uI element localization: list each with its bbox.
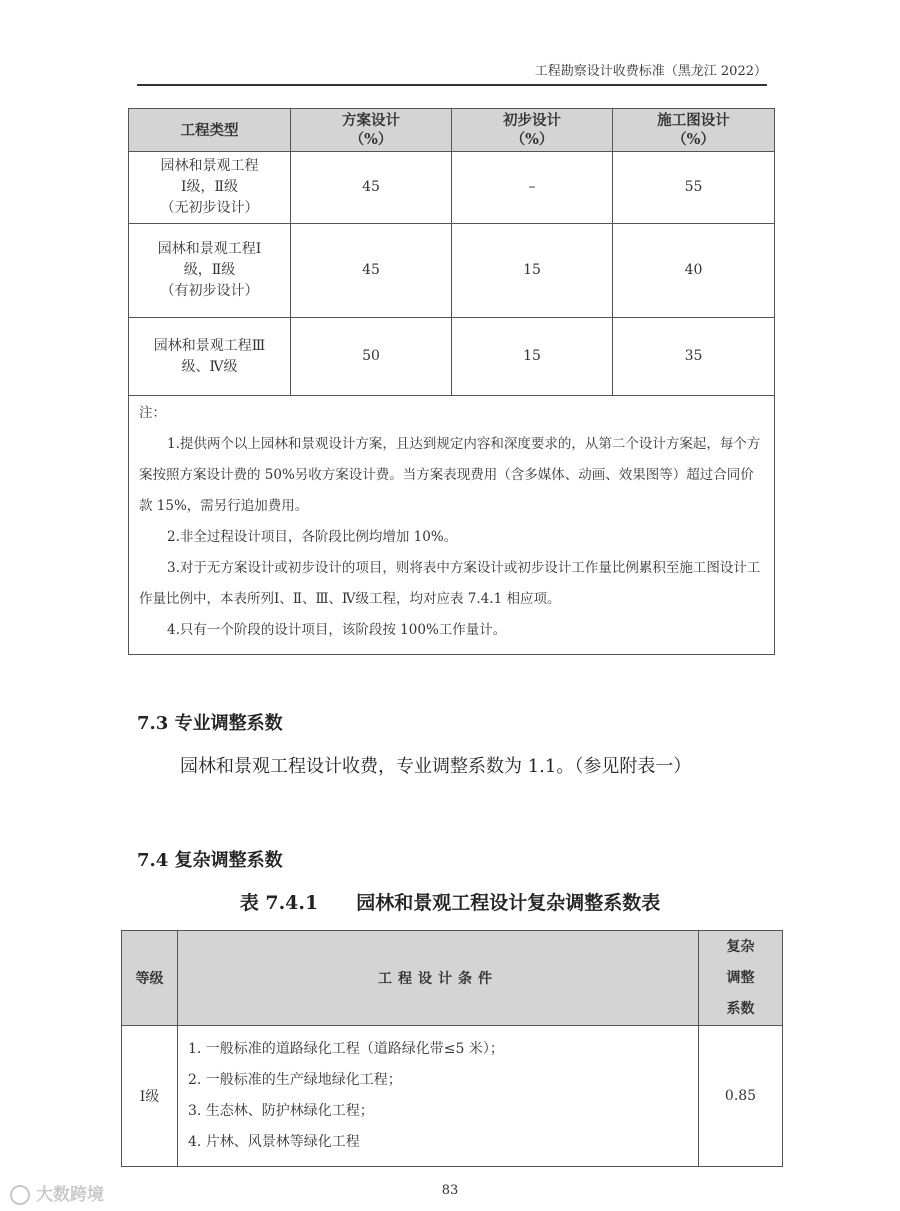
construction-value: 35: [613, 318, 775, 396]
note-item: 1.提供两个以上园林和景观设计方案，且达到规定内容和深度要求的，从第二个设计方案起，每个方案按照方案设计费的 50%另收方案设计费。当方案表现费用（含多媒体、动画、效果图等）超过合同价款 15%，需另行追加费用。: [139, 436, 761, 514]
table-row: [129, 318, 775, 396]
list-item: 4. 片林、风景林等绿化工程: [188, 1134, 360, 1150]
table2-col-coefficient: 复杂 调整 系数: [699, 931, 783, 1026]
list-item: 1. 一般标准的道路绿化工程（道路绿化带≤5 米）；: [188, 1041, 504, 1057]
section-7-3-title: 7.3 专业调整系数: [137, 713, 283, 734]
scheme-value: 50: [291, 318, 452, 396]
design-stage-ratio-table: [128, 108, 775, 655]
conditions-cell: [178, 1026, 699, 1167]
table1-col-scheme: 方案设计 （%）: [291, 109, 452, 152]
row-type-cell: 园林和景观工程 Ⅰ级，Ⅱ级 （无初步设计）: [129, 152, 291, 224]
list-item: 3. 生态林、防护林绿化工程；: [188, 1103, 374, 1119]
table2-col-grade: 等级: [122, 931, 178, 1026]
table1-col-construction: 施工图设计 （%）: [613, 109, 775, 152]
preliminary-value: 15: [452, 224, 613, 318]
notes-row: [129, 396, 775, 655]
table1-header-row: [129, 109, 775, 152]
preliminary-value: –: [452, 152, 613, 224]
watermark: [10, 1180, 104, 1205]
row-type-cell: 园林和景观工程Ⅲ 级、Ⅳ级: [129, 318, 291, 396]
notes-label: 注：: [139, 405, 166, 421]
preliminary-value: 15: [452, 318, 613, 396]
table2-header-row: [122, 931, 783, 1026]
section-7-4-title: 7.4 复杂调整系数: [137, 850, 283, 871]
note-item: 4.只有一个阶段的设计项目，该阶段按 100%工作量计。: [167, 622, 507, 638]
table-row: [122, 1026, 783, 1167]
table1-col-type: 工程类型: [129, 109, 291, 152]
watermark-text: 大数跨境: [36, 1185, 104, 1205]
notes-cell: [129, 396, 775, 655]
section-7-3-body: 园林和景观工程设计收费，专业调整系数为 1.1。（参见附表一）: [180, 756, 692, 777]
table-caption: 表 7.4.1 园林和景观工程设计复杂调整系数表: [239, 892, 661, 914]
construction-value: 55: [613, 152, 775, 224]
table-row: [129, 152, 775, 224]
note-item: 3.对于无方案设计或初步设计的项目，则将表中方案设计或初步设计工作量比例累积至施工图设计工作量比例中，本表所列Ⅰ、Ⅱ、Ⅲ、Ⅳ级工程，均对应表 7.4.1 相应项。: [139, 560, 761, 607]
page-number: 83: [441, 1183, 459, 1198]
note-item: 2.非全过程设计项目，各阶段比例均增加 10%。: [167, 529, 458, 545]
row-type-cell: 园林和景观工程Ⅰ 级，Ⅱ级 （有初步设计）: [129, 224, 291, 318]
grade-cell: Ⅰ级: [122, 1026, 178, 1167]
page-header: [137, 62, 767, 86]
coefficient-cell: 0.85: [699, 1026, 783, 1167]
complexity-coefficient-table: [121, 930, 783, 1167]
construction-value: 40: [613, 224, 775, 318]
scheme-value: 45: [291, 152, 452, 224]
table1-col-preliminary: 初步设计 （%）: [452, 109, 613, 152]
table-row: [129, 224, 775, 318]
watermark-logo-icon: [10, 1185, 30, 1205]
table2-col-conditions: 工程设计条件: [178, 931, 699, 1026]
header-title: 工程勘察设计收费标准（黑龙江 2022）: [534, 64, 767, 79]
scheme-value: 45: [291, 224, 452, 318]
list-item: 2. 一般标准的生产绿地绿化工程；: [188, 1072, 402, 1088]
